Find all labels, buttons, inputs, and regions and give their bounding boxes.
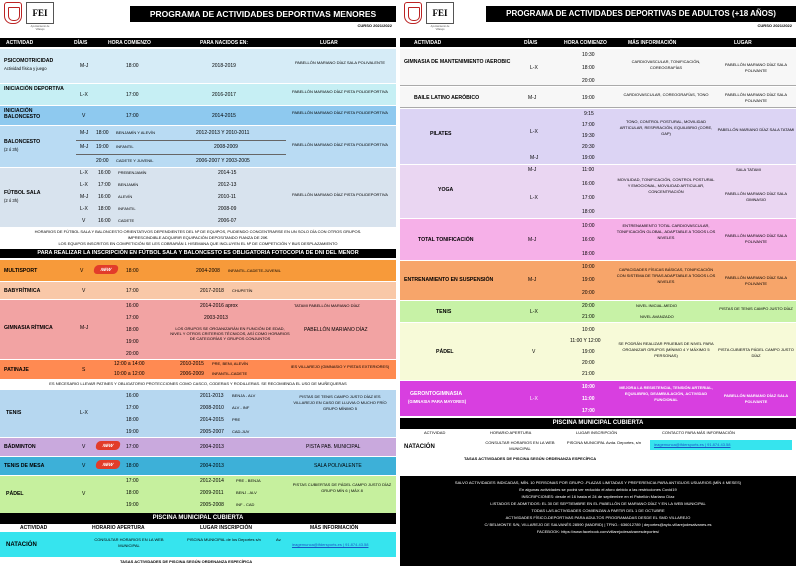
dni-requirement-banner: PARA REALIZAR LA INSCRIPCIÓN EN FÚTBOL SALA Y BALONCESTO ES OBLIGATORIA FOTOCOPIA DE DNI DEL MENOR bbox=[0, 249, 396, 258]
start-time: 17:00 bbox=[126, 405, 139, 411]
start-time: 18:00 bbox=[126, 63, 139, 69]
days: L-X bbox=[80, 170, 88, 176]
days: M-J bbox=[528, 95, 537, 101]
start-time: 9:15 bbox=[584, 111, 594, 117]
town-seal-icon bbox=[404, 2, 422, 24]
place: TATAMI PABELLÓN MARIANO DÍAZ bbox=[294, 303, 360, 308]
born-years: 2012-2014 bbox=[200, 478, 224, 484]
born-years: 2008-2010 bbox=[200, 405, 224, 411]
start-time: 17:00 bbox=[126, 288, 139, 294]
days: M-J bbox=[528, 167, 537, 173]
born-years: 2005-2008 bbox=[200, 502, 224, 508]
place: SALA TATAMI bbox=[736, 167, 761, 172]
activity-name: PÁDEL bbox=[436, 349, 454, 355]
pool-title: PISCINA MUNICIPAL CUBIERTA bbox=[400, 418, 796, 428]
sports-crest-logo: FEI bbox=[26, 2, 54, 24]
place: IES VILLAREJO (GIMNASIO Y PISTAS EXTERIORES) bbox=[290, 364, 390, 369]
start-time: 17:00 bbox=[98, 182, 111, 188]
start-time: 19:00 bbox=[582, 349, 595, 355]
category: INFANTIL bbox=[116, 144, 134, 149]
activity-name: BÁDMINTON bbox=[4, 444, 36, 450]
start-time: 17:00 bbox=[582, 122, 595, 128]
born-years: 2010-2015 bbox=[180, 361, 204, 367]
start-time: 10:30 bbox=[582, 52, 595, 58]
activity-name: BALONCESTO bbox=[4, 139, 41, 145]
born-years: 2005-2007 bbox=[200, 429, 224, 435]
activity-subtitle: (GIMNASIA PARA MAYORES) bbox=[408, 399, 467, 404]
activity-name: BAILE LATINO AERÓBICO bbox=[414, 95, 480, 101]
av-label: Av. bbox=[276, 537, 282, 542]
table-header bbox=[400, 38, 796, 47]
days: M-J bbox=[528, 237, 537, 243]
born-years: 2014-15 bbox=[218, 170, 237, 176]
start-time: 19:00 bbox=[582, 277, 595, 283]
pool-col-registration: LUGAR INSCRIPCIÓN bbox=[200, 525, 252, 531]
table-row bbox=[400, 260, 796, 300]
pool-row bbox=[0, 532, 396, 557]
start-time: 17:00 bbox=[582, 195, 595, 201]
born-years: 2008-09 bbox=[218, 206, 237, 212]
place: PISTAS CUBIERTAS DE PÁDEL CAMPO JUSTO DÍAZ GRUPO MÍN 6 | MÁX 8 bbox=[292, 482, 392, 493]
table-row bbox=[400, 48, 796, 86]
born-years: 2017-2018 bbox=[200, 288, 224, 294]
town-seal-icon bbox=[4, 2, 22, 24]
start-time: 17:00 bbox=[582, 408, 595, 414]
days: L-X bbox=[80, 182, 88, 188]
footer-line: En algunas actividades se podrá ver reducido el aforo debido a las restricciones Covid19 bbox=[519, 487, 677, 492]
start-time: 17:00 bbox=[126, 113, 139, 119]
col-activity: ACTIVIDAD bbox=[6, 40, 34, 46]
place: PISTAS DE TENIS CAMPO JUSTO DÍAZ bbox=[719, 306, 793, 311]
start-time: 18:00 bbox=[98, 206, 111, 212]
activity-name: TENIS bbox=[6, 410, 22, 416]
start-time: 20:30 bbox=[582, 144, 595, 150]
place: PISTA PAB. MUNICIPAL bbox=[306, 444, 361, 450]
divider bbox=[76, 154, 286, 155]
start-time: 11:00 bbox=[582, 167, 595, 173]
footer-contact[interactable]: C/ BELMONTE S/N, VILLAREJO DE SALVANÉS 28590 (MADRID) | TFNO.: 636012789 | deportes@ayto-villarejodesalvanes.es bbox=[484, 522, 712, 527]
level-info: NIVEL INICIAL-MEDIO bbox=[636, 303, 677, 308]
born-years: 2012-13 bbox=[218, 182, 237, 188]
born-years: 2006-07 bbox=[218, 218, 237, 224]
start-time: 17:00 bbox=[126, 478, 139, 484]
footer-line: SALVO ACTIVIDADES INDICADAS, MÍN. 10 PERSONAS POR GRUPO -PLAZAS LIMITADAS Y PREFERENCIA PARA ANTIGUOS USUARIOS (MÍN 4 MESES) bbox=[454, 480, 742, 485]
footer-line: INSCRIPCIONES: desde el 16 hasta el 24 de septiembre en el Pabellón Mariano Díaz bbox=[521, 494, 675, 499]
pool-col-hours: HORARIO APERTURA bbox=[92, 525, 145, 531]
table-row bbox=[0, 259, 396, 281]
place: PABELLÓN MARIANO DÍAZ SALA POLIVANTE bbox=[723, 393, 789, 404]
start-time: 16:00 bbox=[126, 393, 139, 399]
activity-name: TENIS bbox=[436, 309, 452, 315]
skating-safety-note: ES NECESARIO LLEVAR PATINES Y OBLIGATORIO PROTECCIONES COMO CASCO, CODERAS Y RODILLERAS. SE RECOMIENDA EL USO DE MUÑEQUERAS bbox=[49, 381, 347, 386]
born-years: 2009-2011 bbox=[200, 490, 224, 496]
category: PREBENJAMÍN bbox=[118, 170, 147, 175]
table-row bbox=[0, 125, 396, 167]
facebook-link[interactable]: FACEBOOK: https://www.facebook.com/villarejodesalvanesdeportes/ bbox=[536, 529, 660, 534]
season-label: CURSO 2021/2022 bbox=[357, 23, 392, 28]
registration-place: PISCINA MUNICIPAL de los Deportes s/n bbox=[187, 537, 261, 542]
days: M-J bbox=[528, 277, 537, 283]
born-years: 2018-2019 bbox=[212, 63, 236, 69]
pool-col-activity: ACTIVIDAD bbox=[20, 525, 48, 531]
days: L-X bbox=[530, 65, 538, 71]
table-row bbox=[400, 300, 796, 322]
category: ALV - INF bbox=[232, 405, 250, 410]
col-more-info: MÁS INFORMACIÓN bbox=[628, 40, 677, 46]
table-row bbox=[400, 218, 796, 260]
start-time: 18:00 bbox=[126, 327, 139, 333]
days: S bbox=[82, 367, 86, 373]
start-time: 18:00 bbox=[126, 463, 139, 469]
activity-name: YOGA bbox=[438, 187, 454, 193]
born-years: 2014-2016 aprox bbox=[200, 303, 238, 309]
start-time: 20:00 bbox=[582, 290, 595, 296]
start-time: 18:00 bbox=[582, 251, 595, 257]
start-time: 17:00 bbox=[126, 444, 139, 450]
days: V bbox=[82, 444, 86, 450]
days: M-J bbox=[80, 194, 89, 200]
born-years: 2016-2017 bbox=[212, 92, 236, 98]
table-row bbox=[0, 167, 396, 227]
right-header bbox=[400, 0, 796, 34]
activity-name: BABYRÍTMICA bbox=[4, 288, 41, 294]
activity-subtitle: (2 ó 3h) bbox=[4, 198, 19, 203]
born-years: 2006-2009 bbox=[180, 371, 204, 377]
divider bbox=[76, 140, 286, 141]
start-time: 18:00 bbox=[582, 65, 595, 71]
table-row bbox=[0, 359, 396, 379]
footer-line: LISTADOS DE ADMITIDOS: EL 30 DE SEPTIEMBRE EN EL PABELLÓN DE MARIANO DÍAZ Y EN LA WEB MUNICIPAL bbox=[490, 501, 706, 506]
start-time: 19:00 bbox=[126, 502, 139, 508]
time-range: 12:00 a 14:00 bbox=[114, 361, 145, 367]
start-time: 19:00 bbox=[582, 95, 595, 101]
days: V bbox=[82, 491, 86, 497]
pool-col-activity: ACTIVIDAD bbox=[424, 430, 446, 435]
table-row bbox=[0, 83, 396, 105]
activity-name: MULTISPORT bbox=[4, 268, 38, 274]
start-time: 11:00 Y 12:00 bbox=[570, 338, 601, 344]
place: PABELLÓN MARIANO DÍAZ SALA POLIVANTE bbox=[724, 92, 788, 103]
col-start-time: HORA COMIENZO bbox=[108, 40, 151, 46]
start-time: 19:00 bbox=[126, 429, 139, 435]
days: V bbox=[532, 349, 536, 355]
equipment-note: IMPRESCINDIBLE ADQUIRIR EQUIPACIÓN DEPOSITANDO FIANZA DE 20€. bbox=[127, 235, 269, 240]
category: BENJA - ALV bbox=[232, 393, 256, 398]
footer-info bbox=[400, 476, 796, 566]
activity-name: PILATES bbox=[430, 131, 452, 137]
place: PABELLÓN MARIANO DÍAZ SALA TATAMI bbox=[717, 127, 795, 132]
info-email-link[interactable]: ieagemunca@ifdersports.es | 91.874.43.58 bbox=[292, 542, 369, 547]
start-time: 16:00 bbox=[98, 218, 111, 224]
start-time: 18:00 bbox=[582, 209, 595, 215]
born-years: 2014-2015 bbox=[212, 113, 236, 119]
born-years: 2003-2013 bbox=[204, 315, 228, 321]
more-info: SE PODRÁN REALIZAR PRUEBAS DE NIVEL PARA ORGANIZAR GRUPOS (MÍNIMO 4 Y MÁXIMO 5 PERSONAS) bbox=[618, 341, 714, 358]
place: PABELLÓN MARIANO DÍAZ PISTA POLIDEPORTIVA bbox=[292, 110, 388, 115]
info-email-link[interactable]: ieagemunca@ifdersports.es | 91.874.43.58 bbox=[654, 442, 731, 447]
start-time: 17:00 bbox=[126, 315, 139, 321]
new-badge-icon: NEW bbox=[93, 265, 119, 274]
born-years: 2004-2013 bbox=[200, 463, 224, 469]
place: SALA POLIVALENTE bbox=[314, 463, 362, 469]
activity-name: INICIACIÓN BALONCESTO bbox=[4, 108, 41, 120]
born-years: 2006-2007 Y 2003-2005 bbox=[196, 158, 250, 164]
adults-program-panel bbox=[400, 0, 796, 566]
start-time: 16:00 bbox=[582, 181, 595, 187]
days: M-J bbox=[80, 130, 89, 136]
table-row bbox=[0, 281, 396, 299]
place: PABELLÓN MARIANO DÍAZ SALA POLIVANTE bbox=[724, 62, 788, 73]
minors-program-panel bbox=[0, 0, 396, 566]
category: INF - CAD bbox=[236, 502, 255, 507]
registration-place: PISCINA MUNICIPAL Avda. Deportes, s/n bbox=[566, 440, 642, 445]
category: BENJ - ALV bbox=[236, 490, 257, 495]
days: L-X bbox=[530, 396, 538, 402]
born-years: 2014-2015 bbox=[200, 417, 224, 423]
category: ALEVÍN bbox=[118, 194, 133, 199]
table-row bbox=[400, 86, 796, 108]
start-time: 18:00 bbox=[126, 417, 139, 423]
category: CADETE bbox=[118, 218, 135, 223]
start-time: 20:00 bbox=[582, 78, 595, 84]
category: PRE bbox=[232, 417, 241, 422]
pool-title: PISCINA MUNICIPAL CUBIERTA bbox=[0, 513, 396, 523]
place: PABELLÓN MARIANO DÍAZ SALA GIMNASIO bbox=[724, 191, 788, 202]
col-activity: ACTIVIDAD bbox=[414, 40, 442, 46]
activity-name: GIMNASIA DE MANTENIMIENTO /AEROBIC bbox=[404, 59, 511, 65]
activity-name: INICIACIÓN DEPORTIVA bbox=[4, 86, 64, 92]
born-years: 2008-2009 bbox=[214, 144, 238, 150]
days: L-X bbox=[80, 206, 88, 212]
days: L-X bbox=[80, 92, 88, 98]
table-row bbox=[0, 299, 396, 359]
col-days: DÍA/S bbox=[524, 40, 538, 46]
col-born-in: PARA NACIDOS EN: bbox=[200, 40, 249, 46]
new-badge-icon: NEW bbox=[95, 460, 121, 469]
activity-name: ENTRENAMIENTO EN SUSPENSIÓN bbox=[404, 277, 494, 283]
pool-col-hours: HORARIO APERTURA bbox=[490, 430, 532, 435]
activity-name: TOTAL TONIFICACIÓN bbox=[418, 237, 474, 243]
pool-table bbox=[400, 428, 796, 466]
groups-note: LOS GRUPOS SE ORGANIZARÁN EN FUNCIÓN DE EDAD, NIVEL Y OTROS CRITERIOS TÉCNICOS, ASÍ COMO HORARIOS DE CATEGORÍAS Y GRUPOS CONJUNTOS bbox=[170, 326, 290, 341]
start-time: 21:00 bbox=[582, 371, 595, 377]
days: M-J bbox=[530, 155, 539, 161]
table-row bbox=[0, 389, 396, 437]
category: INFANTIL-CADETE bbox=[212, 371, 248, 376]
start-time: 16:00 bbox=[582, 237, 595, 243]
pool-fees-note: TASAS ACTIVIDADES DE PISCINA SEGÚN ORDENANZA ESPECÍFICA bbox=[464, 456, 597, 461]
new-badge-icon: NEW bbox=[95, 441, 121, 450]
category: CAD-JUV bbox=[232, 429, 250, 434]
activity-name: TENIS DE MESA bbox=[4, 463, 45, 469]
more-info: CAPACIDADES FÍSICAS BÁSICAS, TONIFICACIÓN CON SISTEMA DE TIRAS ADAPTABLE A TODOS LOS NIVELES bbox=[616, 267, 716, 284]
start-time: 10:00 bbox=[582, 223, 595, 229]
days: V bbox=[82, 288, 86, 294]
table-row bbox=[400, 164, 796, 218]
start-time: 11:00 bbox=[582, 396, 595, 402]
days: M-J bbox=[80, 63, 89, 69]
activity-name: NATACIÓN bbox=[404, 444, 435, 450]
place: PISTAS DE TENIS CAMPO JUSTO DÍAZ IES VILLAREJO EN CASO DE LLUVIA O MUCHO FRÍO GRUPO MÍNIMO 5 bbox=[293, 394, 387, 411]
start-time: 19:00 bbox=[126, 339, 139, 345]
category: INFANTIL bbox=[118, 206, 136, 211]
activity-subtitle: (2 ó 3h) bbox=[4, 147, 19, 152]
start-time: 21:00 bbox=[582, 314, 595, 320]
days: L-X bbox=[530, 195, 538, 201]
table-row bbox=[0, 105, 396, 125]
season-label: CURSO 2021/2022 bbox=[757, 23, 792, 28]
born-years: 2004-2008 bbox=[196, 268, 220, 274]
days: L-X bbox=[530, 129, 538, 135]
born-years: 2010-11 bbox=[218, 194, 236, 200]
col-start-time: HORA COMIENZO bbox=[564, 40, 607, 46]
days: L-X bbox=[530, 309, 538, 315]
start-time: 16:00 bbox=[126, 303, 139, 309]
category: CADETE Y JUVENIL bbox=[116, 158, 154, 163]
start-time: 10:00 bbox=[582, 384, 595, 390]
page-title: PROGRAMA DE ACTIVIDADES DEPORTIVAS MENORES bbox=[130, 6, 396, 22]
more-info: MOVILIDAD, TONIFICACIÓN, CONTROL POSTURAL Y EMOCIONAL, MOVILIDAD ARTICULAR, CONCENTRACIÓN bbox=[617, 177, 715, 194]
start-time: 19:00 bbox=[582, 155, 595, 161]
start-time: 18:00 bbox=[126, 490, 139, 496]
category: CHUPETÍN bbox=[232, 288, 253, 293]
activity-name: PATINAJE bbox=[4, 367, 29, 373]
pool-col-registration: LUGAR INSCRIPCIÓN bbox=[576, 430, 618, 435]
days: M-J bbox=[80, 325, 89, 331]
start-time: 20:00 bbox=[126, 351, 139, 357]
activity-subtitle: Actividad física y juego bbox=[4, 66, 47, 71]
pool-fees-note: TASAS ACTIVIDADES DE PISCINA SEGÚN ORDENANZA ESPECÍFICA bbox=[120, 559, 253, 564]
opening-hours: CONSULTAR HORARIOS EN LA WEB MUNICIPAL bbox=[94, 537, 164, 548]
page-title: PROGRAMA DE ACTIVIDADES DEPORTIVAS DE ADULTOS (+18 AÑOS) bbox=[486, 6, 796, 22]
activity-name: PÁDEL bbox=[6, 491, 24, 497]
start-time: 16:00 bbox=[98, 170, 111, 176]
activity-name: GERONTOGIMNASIA bbox=[410, 391, 463, 397]
place: PABELLÓN MARIANO DÍAZ SALA POLIVANTE bbox=[724, 233, 788, 244]
pool-col-info: CONTACTO PARA MÁS INFORMACIÓN bbox=[662, 430, 735, 435]
more-info: CARDIOVASCULAR, COREOGRAFÍAS, TONO bbox=[623, 92, 709, 97]
start-time: 20:00 bbox=[96, 158, 109, 164]
category: PRE, BENI, ALEVÍN bbox=[212, 361, 249, 366]
start-time: 19:00 bbox=[96, 144, 109, 150]
activity-name: PSICOMOTRICIDAD bbox=[4, 58, 54, 64]
more-info: ENTRENAMIENTO TOTAL CARDIOVASCULAR, TONIFICACIÓN GLOBAL, ADAPTABLE A TODOS LOS NIVELES bbox=[616, 223, 716, 240]
schedule-note: HORARIOS DE FÚTBOL SALA Y BALONCESTO ORIENTATIVOS DEPENDIENTES DEL Nº DE EQUIPOS, PUDIENDO CONCENTRARSE EN UN SOLO DÍA CON OTROS GRUPOS. bbox=[34, 229, 362, 234]
crest-caption: Ayuntamiento de Villarejo bbox=[30, 25, 50, 31]
born-years: 2004-2013 bbox=[200, 444, 224, 450]
more-info: MEJORA LA RESISTENCIA, TENSIÓN ARTERIAL, EQUILIBRIO, DEAMBULACIÓN, ACTIVIDAD FUNCIONAL bbox=[619, 385, 713, 402]
activity-name: FÚTBOL SALA bbox=[4, 190, 41, 196]
start-time: 20:00 bbox=[582, 360, 595, 366]
activity-name: NATACIÓN bbox=[6, 542, 37, 548]
place: PABELLÓN MARIANO DÍAZ PISTA POLIDEPORTIVA bbox=[292, 89, 388, 94]
table-header bbox=[0, 38, 396, 47]
category: BENJAMÍN Y ALEVÍN bbox=[116, 130, 155, 135]
born-years: 2011-2013 bbox=[200, 393, 224, 399]
more-info: CARDIOVASCULAR, TONIFICACIÓN, COREOGRAFÍAS bbox=[631, 59, 701, 70]
place: PABELLÓN MARIANO DÍAZ PISTA POLIDEPORTIVA bbox=[292, 192, 388, 197]
competition-note: LOS EQUIPOS INSCRITOS EN COMPETICIÓN SE LES COBRARÁN 1 H/SEMANA QUE INCLUYEN EL Nº DE COMPETICIÓN Y BUS DESPLAZAMIENTO bbox=[58, 241, 338, 246]
place: PABELLÓN MARIANO DÍAZ SALA POLIVALENTE bbox=[294, 60, 386, 65]
info-cell bbox=[650, 440, 792, 450]
left-header bbox=[0, 0, 396, 34]
category: PRE - BENJA bbox=[236, 478, 261, 483]
start-time: 18:00 bbox=[126, 268, 139, 274]
days: V bbox=[80, 268, 84, 274]
more-info: TONO, CONTROL POSTURAL, MOVILIDAD ARTICULAR, RESPIRACIÓN, EQUILIBRIO (CORE, GAP) bbox=[619, 119, 713, 136]
table-row bbox=[0, 456, 396, 475]
col-place: LUGAR bbox=[320, 40, 338, 46]
col-days: DÍA/S bbox=[74, 40, 88, 46]
table-row bbox=[400, 108, 796, 164]
start-time: 20:00 bbox=[582, 303, 595, 309]
level-info: NIVEL AVANZADO bbox=[640, 314, 674, 319]
start-time: 17:00 bbox=[126, 92, 139, 98]
place: PABELLÓN MARIANO DÍAZ SALA POLIVANTE bbox=[724, 275, 788, 286]
born-years: 2012-2013 Y 2010-2011 bbox=[196, 130, 250, 136]
opening-hours: CONSULTAR HORARIOS EN LA WEB MUNICIPAL bbox=[485, 440, 555, 451]
days: V bbox=[82, 463, 86, 469]
start-time: 10:00 bbox=[582, 327, 595, 333]
place: PABELLÓN MARIANO DÍAZ PISTA POLIDEPORTIVA bbox=[292, 142, 388, 147]
footer-line: ACTIVIDADES FÍSICO-DEPORTIVAS PARA ADULTOS PROGRAMADAS DESDE EL SMD VILLAREJO bbox=[505, 515, 691, 520]
place: PISTA CUBIERTA PÁDEL CAMPO JUSTO DÍAZ bbox=[718, 347, 794, 358]
time-range: 10:00 a 12:00 bbox=[114, 371, 145, 377]
category: BENJAMÍN bbox=[118, 182, 139, 187]
table-row bbox=[400, 380, 796, 416]
days: V bbox=[82, 113, 86, 119]
start-time: 19:30 bbox=[582, 133, 595, 139]
pool-table bbox=[0, 523, 396, 566]
col-place: LUGAR bbox=[734, 40, 752, 46]
table-row bbox=[0, 437, 396, 456]
days: L-X bbox=[80, 410, 88, 416]
start-time: 16:00 bbox=[98, 194, 111, 200]
start-time: 18:00 bbox=[96, 130, 109, 136]
place: PABELLÓN MARIANO DÍAZ bbox=[304, 327, 368, 333]
sports-crest-logo: FEI bbox=[426, 2, 454, 24]
pool-col-info: MÁS INFORMACIÓN bbox=[310, 525, 359, 531]
start-time: 10:00 bbox=[582, 264, 595, 270]
table-row bbox=[400, 322, 796, 380]
table-row bbox=[0, 48, 396, 83]
days: M-J bbox=[80, 144, 89, 150]
activity-name: GIMNASIA RÍTMICA bbox=[4, 325, 53, 331]
footer-line: TODAS LAS ACTIVIDADES COMIENZAN A PARTIR DEL 1 DE OCTUBRE bbox=[531, 508, 665, 513]
table-row bbox=[0, 475, 396, 513]
crest-caption: Ayuntamiento de Villarejo bbox=[430, 25, 450, 31]
category: INFANTIL-CADETE-JUVENIL bbox=[228, 268, 281, 273]
days: V bbox=[82, 218, 86, 224]
